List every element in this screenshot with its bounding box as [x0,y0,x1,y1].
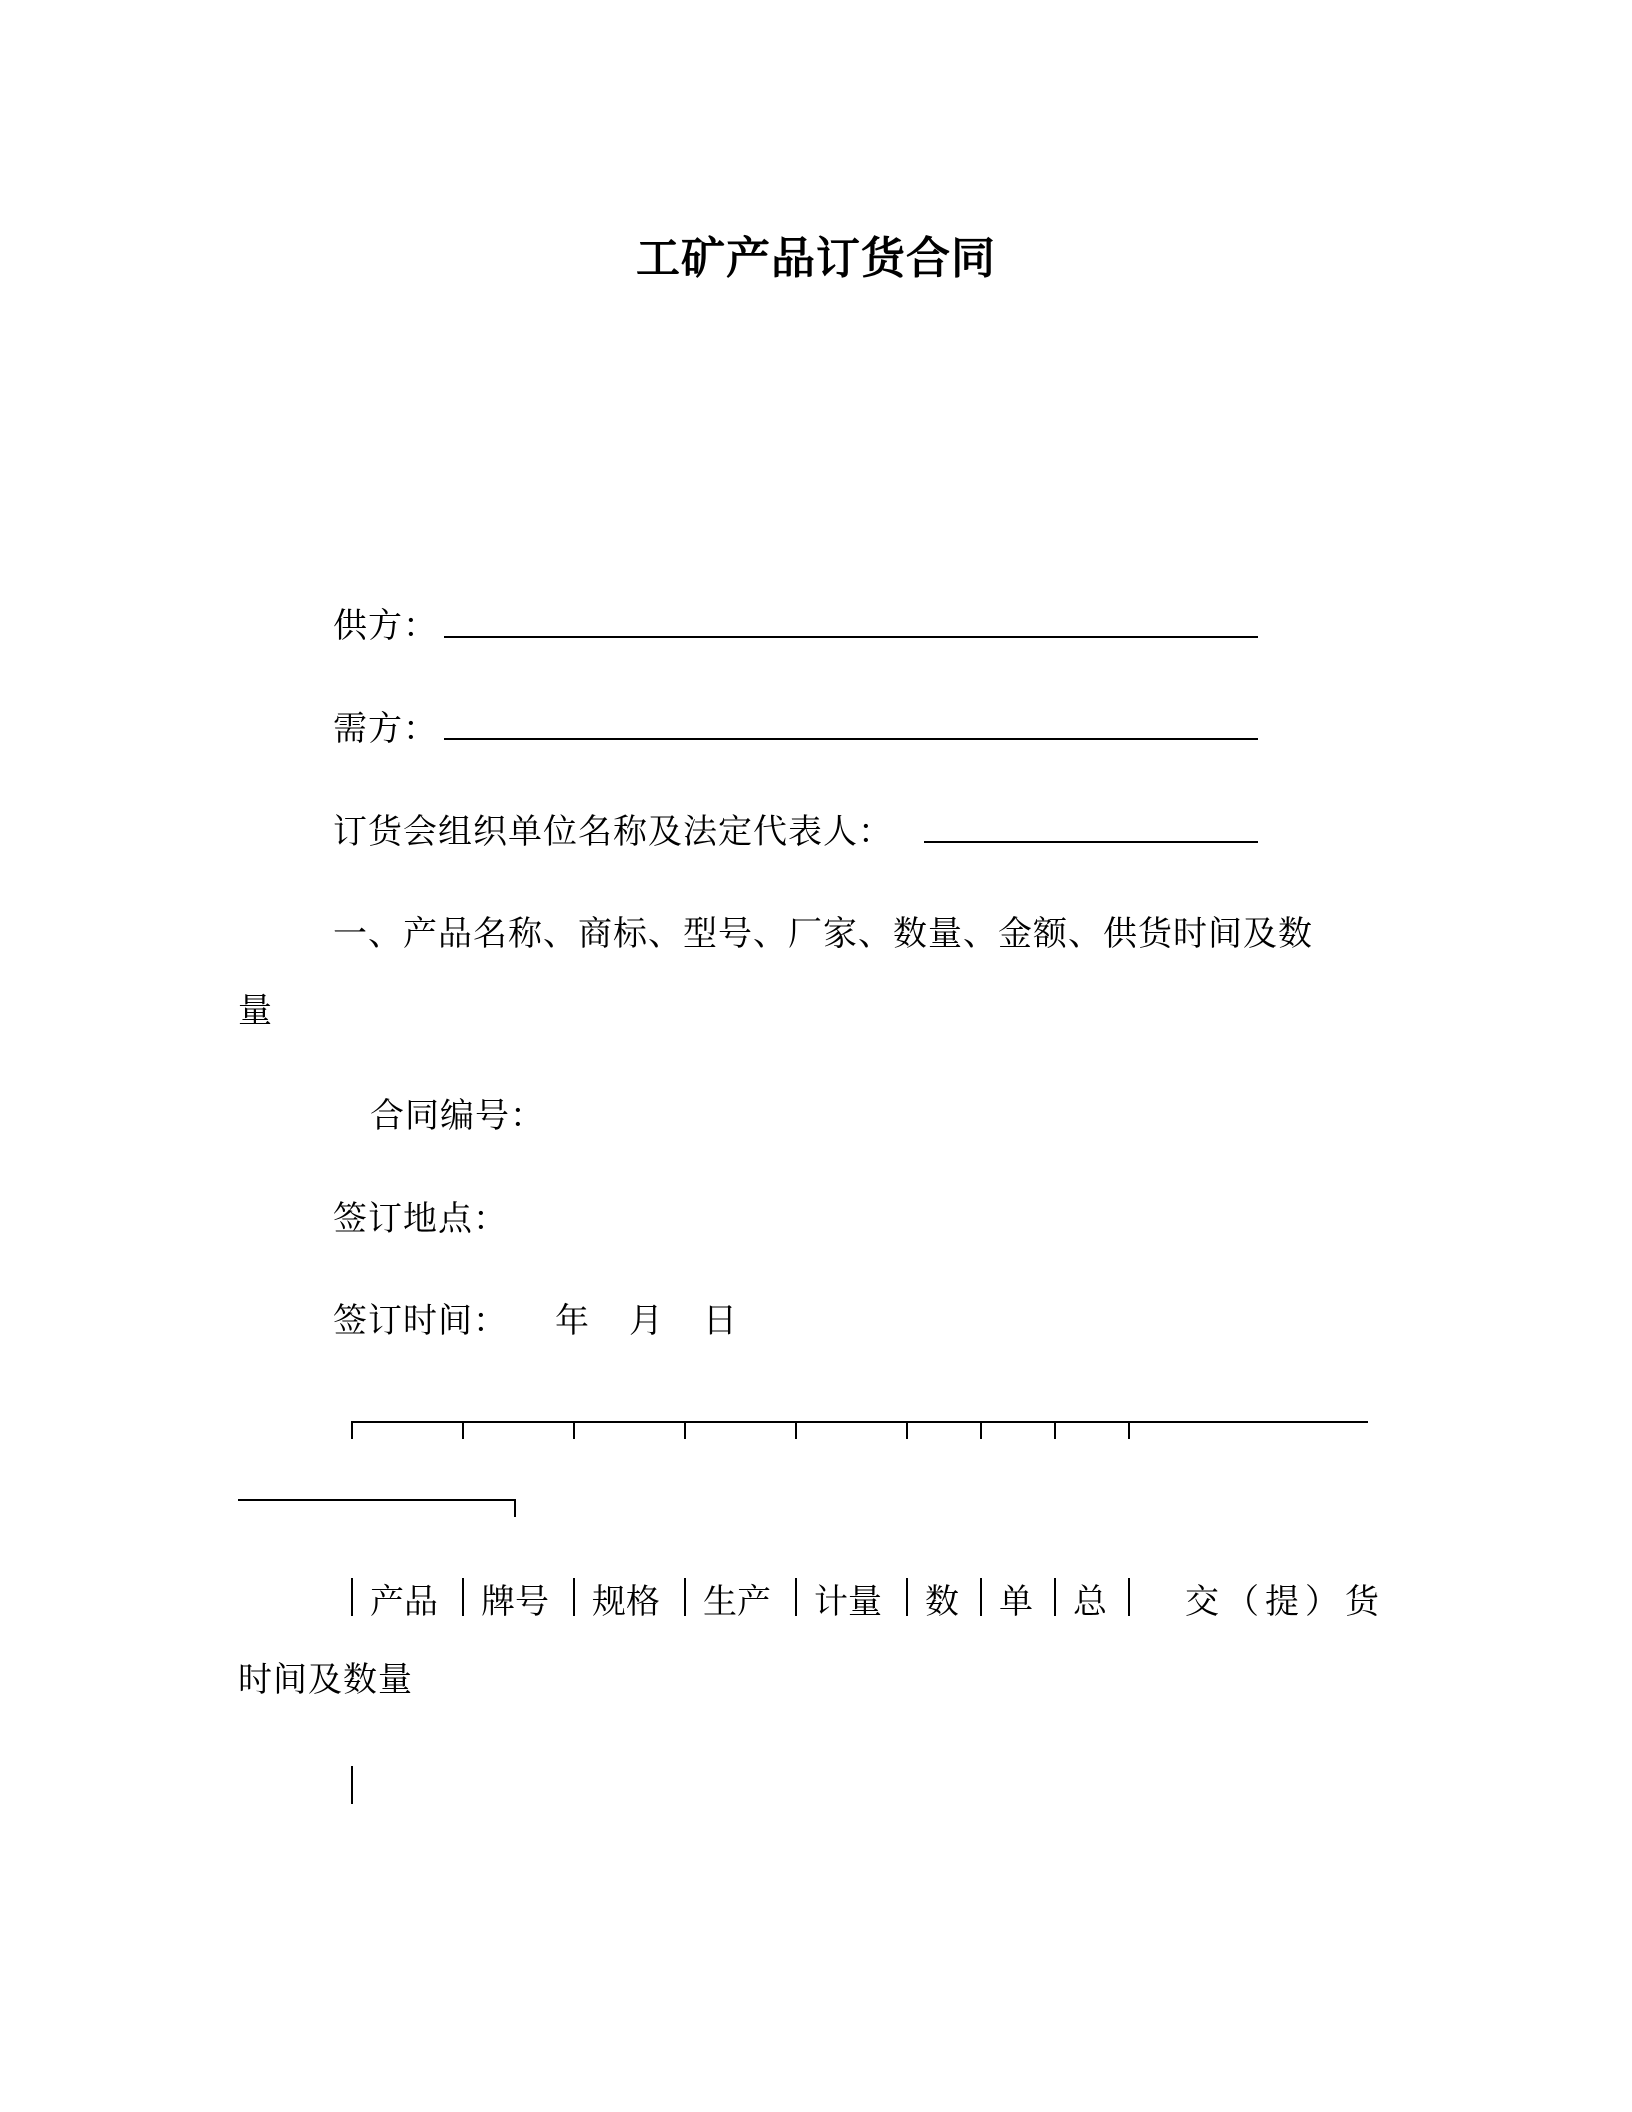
sign-place-label: 签订地点： [333,1199,508,1239]
table-tick [684,1421,686,1439]
section1-heading: 一、产品名称、商标、型号、厂家、数量、金额、供货时间及数 [333,914,1313,954]
table-header-total: 总 [1073,1582,1107,1622]
table-separator [980,1578,982,1616]
table-header-delivery-wrap: 时间及数量 [238,1660,413,1700]
table-header-quantity: 数 [925,1582,959,1622]
contract-number-label: 合同编号： [370,1096,545,1136]
table-header-unit: 计量 [814,1582,882,1622]
table-tick [573,1421,575,1439]
table-tick [351,1421,353,1439]
document-title: 工矿产品订货合同 [636,233,996,284]
sign-year: 年 [555,1301,590,1341]
sign-time-label: 签订时间： [333,1301,508,1341]
table-separator [462,1578,464,1616]
table-separator [573,1578,575,1616]
sign-month: 月 [629,1301,664,1341]
buyer-label: 需方： [333,709,438,749]
organizer-blank[interactable] [924,841,1258,843]
table-row-separator [351,1766,353,1804]
table-tick [514,1499,516,1517]
supplier-label: 供方： [333,606,438,646]
table-header-delivery: 交（提）货 [1185,1582,1385,1622]
table-separator [795,1578,797,1616]
table-tick [980,1421,982,1439]
buyer-blank[interactable] [444,738,1258,740]
table-tick [906,1421,908,1439]
table-separator [1128,1578,1130,1616]
table-header-product: 产品 [370,1582,438,1622]
table-header-manufacturer: 生产 [703,1582,771,1622]
table-top-border-wrap [238,1499,516,1501]
table-tick [462,1421,464,1439]
section1-heading-wrap: 量 [238,991,273,1031]
table-separator [684,1578,686,1616]
organizer-label: 订货会组织单位名称及法定代表人： [333,812,893,852]
table-header-price: 单 [999,1582,1033,1622]
sign-day: 日 [703,1301,738,1341]
table-top-border [351,1421,1368,1423]
table-tick [1054,1421,1056,1439]
supplier-blank[interactable] [444,636,1258,638]
table-header-brand: 牌号 [481,1582,549,1622]
table-separator [351,1578,353,1616]
table-tick [795,1421,797,1439]
table-tick [1128,1421,1130,1439]
table-header-spec: 规格 [592,1582,660,1622]
table-separator [1054,1578,1056,1616]
table-separator [906,1578,908,1616]
